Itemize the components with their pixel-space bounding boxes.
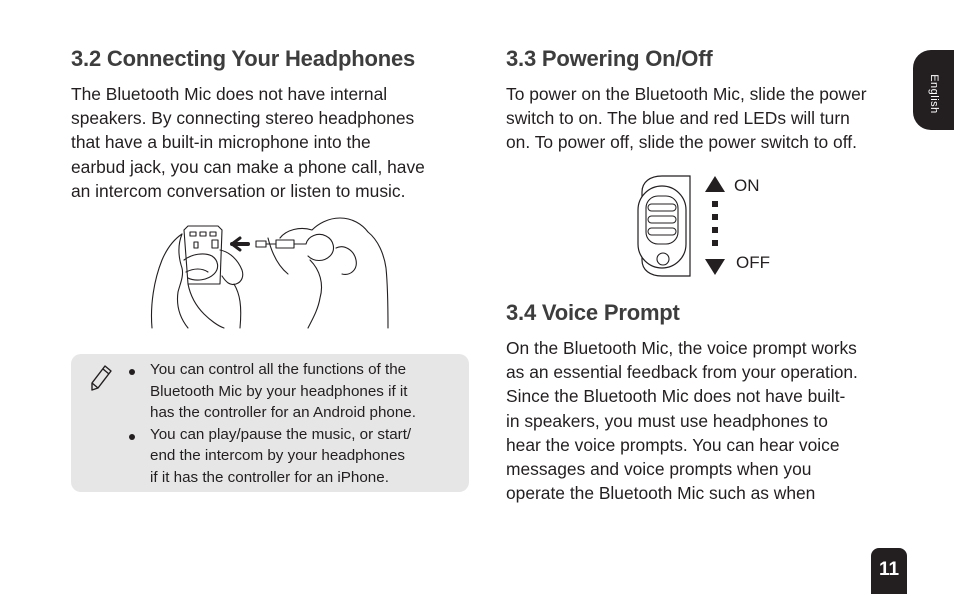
section-voice-prompt-body	[506, 336, 901, 505]
note-line: You can control all the functions of the	[150, 361, 407, 378]
body-line: operate the Bluetooth Mic such as when	[506, 483, 816, 504]
body-line: The Bluetooth Mic does not have internal	[71, 84, 388, 104]
section-heading-voice-prompt: 3.4 Voice Prompt	[506, 300, 680, 325]
body-line: speakers. By connecting stereo headphones	[71, 108, 415, 129]
up-arrow-icon	[705, 176, 725, 192]
language-tab-label: English	[928, 74, 940, 114]
body-line: in speakers, you must use headphones to	[506, 410, 828, 431]
body-line: as an essential feedback from your operation.	[506, 362, 858, 383]
body-line: On the Bluetooth Mic, the voice prompt works	[506, 338, 857, 358]
body-line: messages and voice prompts when you	[506, 459, 812, 480]
section-heading: 3.2 Connecting Your Headphones	[71, 46, 416, 71]
headphone-plug-illustration	[148, 210, 392, 332]
section-powering	[506, 46, 901, 155]
note-line: end the intercom by your headphones	[150, 447, 405, 464]
switch-on-label: ON	[734, 176, 760, 195]
body-line: hear the voice prompts. You can hear voice	[506, 434, 840, 455]
section-connecting-headphones	[71, 46, 461, 203]
body-line: To power on the Bluetooth Mic, slide the power	[506, 84, 867, 104]
body-line: an intercom conversation or listen to music.	[71, 180, 406, 201]
note-line: Bluetooth Mic by your headphones if it	[150, 382, 408, 400]
down-arrow-icon	[705, 259, 725, 275]
note-item	[126, 424, 461, 489]
body-line: that have a built-in microphone into the	[71, 132, 371, 153]
section-body	[506, 82, 901, 155]
note-box	[71, 354, 469, 492]
section-heading: 3.3 Powering On/Off	[506, 46, 713, 71]
page-number: 11	[871, 548, 907, 594]
body-line: on. To power off, slide the power switch to off.	[506, 132, 857, 153]
note-line: You can play/pause the music, or start/	[150, 425, 412, 443]
language-tab	[913, 50, 954, 130]
body-line: earbud jack, you can make a phone call, have	[71, 156, 425, 177]
note-line: has the controller for an Android phone.	[150, 404, 416, 421]
note-list	[126, 359, 461, 488]
body-line: Since the Bluetooth Mic does not have built-	[506, 386, 846, 407]
note-item	[126, 359, 461, 424]
body-line: switch to on. The blue and red LEDs will turn	[506, 108, 850, 129]
switch-off-label: OFF	[736, 253, 770, 272]
note-line: if it has the controller for an iPhone.	[150, 468, 389, 486]
section-body	[71, 82, 461, 203]
power-switch-illustration	[632, 172, 772, 280]
pencil-icon	[89, 364, 113, 392]
